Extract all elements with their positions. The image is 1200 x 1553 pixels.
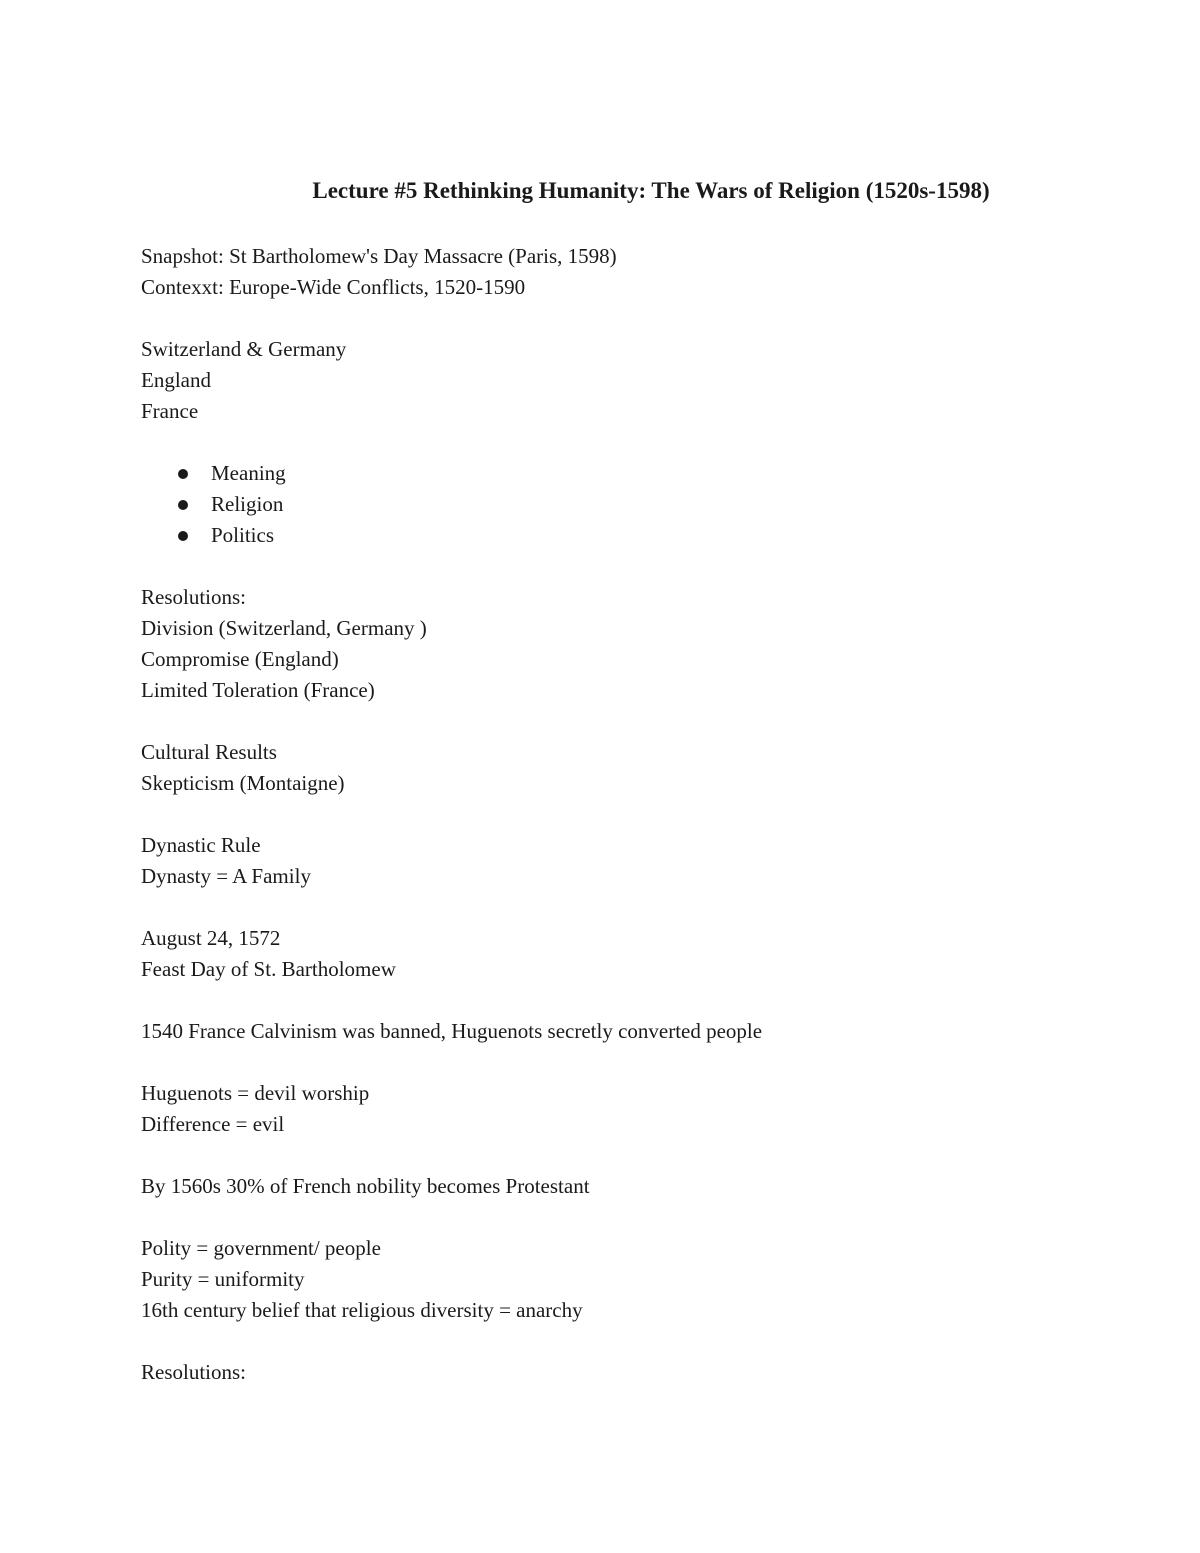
difference-line: Difference = evil: [141, 1112, 285, 1136]
spacer: [141, 799, 1081, 830]
bullet-icon: [178, 531, 188, 541]
snapshot-line: Snapshot: St Bartholomew's Day Massacre (Paris, 1598): [141, 244, 617, 268]
spacer: [141, 892, 1081, 923]
list-item: [141, 489, 1081, 520]
spacer: [141, 1202, 1081, 1233]
bullet-icon: [178, 500, 188, 510]
document-page: [141, 175, 1081, 1388]
list-item: [141, 458, 1081, 489]
list-item-label: Politics: [211, 523, 275, 547]
resolution-toleration: Limited Toleration (France): [141, 678, 375, 702]
huguenots-line: Huguenots = devil worship: [141, 1081, 370, 1105]
region-switzerland-germany: Switzerland & Germany: [141, 337, 347, 361]
spacer: [141, 1326, 1081, 1357]
dynastic-heading: Dynastic Rule: [141, 833, 261, 857]
purity-line: Purity = uniformity: [141, 1267, 305, 1291]
feast-line: Feast Day of St. Bartholomew: [141, 957, 396, 981]
polity-line: Polity = government/ people: [141, 1236, 381, 1260]
spacer: [141, 1047, 1081, 1078]
region-france: France: [141, 399, 199, 423]
list-item-label: Religion: [211, 492, 284, 516]
spacer: [141, 985, 1081, 1016]
date-line: August 24, 1572: [141, 926, 281, 950]
spacer: [141, 551, 1081, 582]
spacer: [141, 303, 1081, 334]
page-title: Lecture #5 Rethinking Humanity: The Wars of Religion (1520s-1598): [312, 178, 990, 203]
context-line: Contexxt: Europe-Wide Conflicts, 1520-1590: [141, 275, 526, 299]
bullet-icon: [178, 469, 188, 479]
list-item-label: Meaning: [211, 461, 286, 485]
resolution-division: Division (Switzerland, Germany ): [141, 616, 427, 640]
list-item: [141, 520, 1081, 551]
belief-line: 16th century belief that religious diversity = anarchy: [141, 1298, 583, 1322]
resolutions-heading: Resolutions:: [141, 585, 247, 609]
region-england: England: [141, 368, 211, 392]
bullet-list: [141, 458, 1081, 551]
spacer: [141, 427, 1081, 458]
cultural-skepticism: Skepticism (Montaigne): [141, 771, 345, 795]
cultural-heading: Cultural Results: [141, 740, 277, 764]
spacer: [141, 1140, 1081, 1171]
resolution-compromise: Compromise (England): [141, 647, 339, 671]
nobility-line: By 1560s 30% of French nobility becomes Protestant: [141, 1174, 590, 1198]
resolutions-heading-2: Resolutions:: [141, 1360, 247, 1384]
dynasty-definition: Dynasty = A Family: [141, 864, 311, 888]
calvinism-line: 1540 France Calvinism was banned, Huguenots secretly converted people: [141, 1019, 763, 1043]
spacer: [141, 706, 1081, 737]
